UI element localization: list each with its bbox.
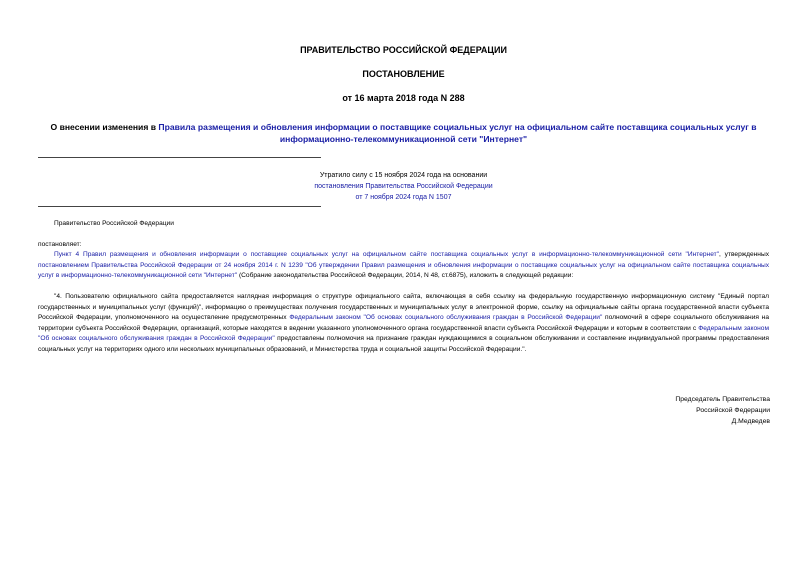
document-date-heading: от 16 марта 2018 года N 288: [342, 93, 465, 103]
paragraph-amendment-text-1: , утвержденных: [719, 251, 769, 258]
document-type-heading: ПОСТАНОВЛЕНИЕ: [362, 69, 445, 79]
paragraph-new-wording-text-1: "4. Пользователю официального сайта предоставляется наглядная информация о структуре официального сайта, включающая в себя ссылку на федеральную государственную информационную систему "Единый портал государственных и муниципальных услуг (функций)", информацию о преимуществах получения государственных и муниципальных услуг в электронной форме, ссылку на официальные сайты органа государственной власти субъекта Российской Федерации, уполномоченного на осуществление предусмотренных: [38, 293, 769, 321]
paragraph-new-wording-text-3: предоставлены полномочия на признание граждан нуждающимися в социальном обслуживании и составление индивидуальной программы предоставления социальных услуг на территориях одного или нескольких муниципальных образований, и Министерства труда и социальной защиты Российской Федерации.".: [38, 335, 769, 353]
signature-organization: Российской Федерации: [696, 407, 770, 414]
paragraph-new-wording: [38, 292, 769, 355]
rules-point4-link[interactable]: Пункт 4 Правил размещения и обновления информации о поставщике социальных услуг на официальном сайте поставщика социальных услуг в информационно-телекоммуникационной сети "Интернет": [54, 251, 720, 258]
decrees-word: постановляет:: [38, 241, 82, 248]
separator-line-top: [38, 157, 321, 158]
decree-1239-link[interactable]: постановлением Правительства Российской Федерации от 24 ноября 2014 г. N 1239 "Об утверждении Правил размещения и обновления информации о поставщике социальных услуг на официальном сайте поставщика социальных услуг в информационно-телекоммуникационной сети "Интернет": [38, 261, 769, 279]
paragraph-amendment-text-2: (Собрание законодательства Российской Федерации, 2014, N 48, ст.6875), изложить в следующей редакции:: [237, 272, 574, 279]
expiry-decree-date-link-line[interactable]: [0, 192, 807, 203]
expiry-note-line: Утратило силу с 15 ноября 2024 года на основании: [319, 172, 488, 179]
signature-position: Председатель Правительства: [675, 396, 770, 403]
federal-law-link-1[interactable]: Федеральным законом "Об основах социального обслуживания граждан в Российской Федерации": [289, 314, 603, 321]
title-rules-link[interactable]: Правила размещения и обновления информации о поставщике социальных услуг на официальном сайте поставщика социальных услуг в информационно-телекоммуникационной сети "Интернет": [158, 122, 757, 144]
paragraph-amendment: [38, 250, 769, 282]
paragraph-new-wording-text-2: полномочий в сфере социального обслуживания на территории субъекта Российской Федерации, организаций, которые находятся в ведении указанного уполномоченного органа государственной власти субъекта Российской Федерации и которым в соответствии с: [38, 314, 769, 332]
separator-line-bottom: [38, 206, 321, 207]
signature-name: Д.Медведев: [731, 418, 770, 425]
title-prefix: О внесении изменения в: [50, 122, 159, 132]
federal-law-link-2[interactable]: Федеральным законом "Об основах социального обслуживания граждан в Российской Федерации": [38, 324, 770, 342]
document-title: [38, 121, 769, 145]
government-subject: Правительство Российской Федерации: [54, 220, 174, 227]
expiry-decree-link-line[interactable]: [0, 181, 807, 192]
expiry-decree-date-link[interactable]: от 7 ноября 2024 года N 1507: [355, 194, 452, 201]
government-heading: ПРАВИТЕЛЬСТВО РОССИЙСКОЙ ФЕДЕРАЦИИ: [300, 45, 507, 55]
expiry-decree-link[interactable]: постановления Правительства Российской Федерации: [314, 183, 493, 190]
